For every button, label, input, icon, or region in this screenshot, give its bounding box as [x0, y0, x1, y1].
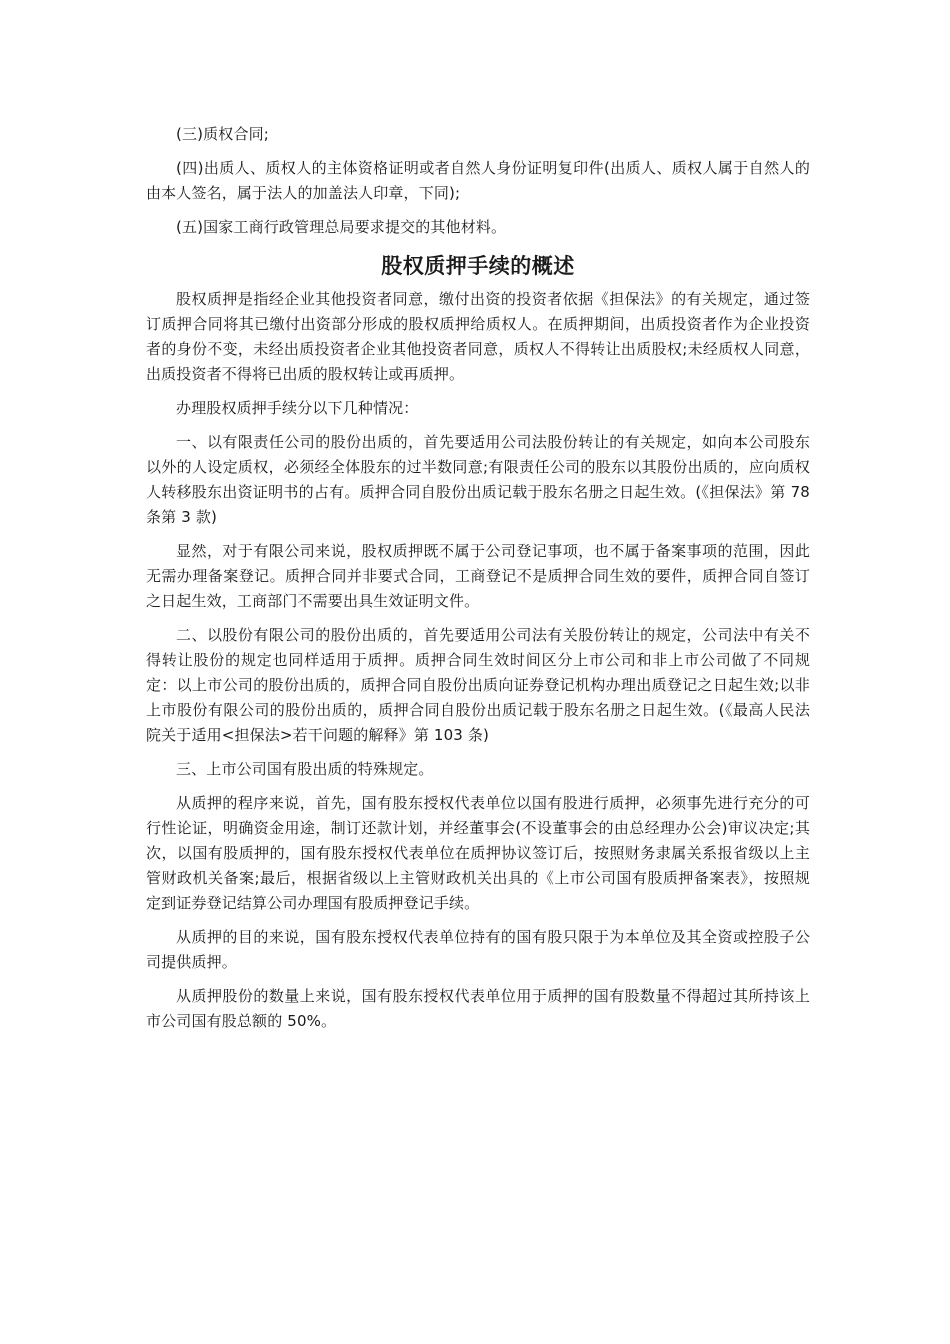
paragraph-case-3: 三、上市公司国有股出质的特殊规定。: [176, 760, 434, 778]
paragraph-definition: 股权质押是指经企业其他投资者同意，缴付出资的投资者依据《担保法》的有关规定，通过签订质押合同将其已缴付出资部分形成的股权质押给质权人。在质押期间，出质投资者作为企业投资者的身份不变，未经出质投资者企业其他投资者同意，质权人不得转让出质股权;未经质权人同意，出质投资者不得将已出质的股权转让或再质押。: [146, 290, 810, 383]
intro-item-3: (三)质权合同;: [176, 125, 269, 143]
paragraph-case-1: 一、以有限责任公司的股份出质的，首先要适用公司法股份转让的有关规定，如向本公司股东以外的人设定质权，必须经全体股东的过半数同意;有限责任公司的股东以其股份出质的，应向质权人转移股东出资证明书的占有。质押合同自股份出质记载于股东名册之日起生效。(《担保法》第 78 条第 3 款): [146, 433, 810, 526]
intro-item-4: (四)出质人、质权人的主体资格证明或者自然人身份证明复印件(出质人、质权人属于自然人的由本人签名，属于法人的加盖法人印章，下同);: [146, 159, 810, 202]
paragraph-procedure: 从质押的程序来说，首先，国有股东授权代表单位以国有股进行质押，必须事先进行充分的可行性论证，明确资金用途，制订还款计划，并经董事会(不设董事会的由总经理办公会)审议决定;其次，以国有股质押的，国有股东授权代表单位在质押协议签订后，按照财务隶属关系报省级以上主管财政机关备案;最后，根据省级以上主管财政机关出具的《上市公司国有股质押备案表》，按照规定到证券登记结算公司办理国有股质押登记手续。: [146, 794, 810, 912]
paragraph-purpose: 从质押的目的来说，国有股东授权代表单位持有的国有股只限于为本单位及其全资或控股子公司提供质押。: [146, 928, 810, 971]
paragraph-case-2: 二、以股份有限公司的股份出质的，首先要适用公司法有关股份转让的规定，公司法中有关不得转让股份的规定也同样适用于质押。质押合同生效时间区分上市公司和非上市公司做了不同规定：以上市公司的股份出质的，质押合同自股份出质向证券登记机构办理出质登记之日起生效;以非上市股份有限公司的股份出质的，质押合同自股份出质记载于股东名册之日起生效。(《最高人民法院关于适用<担保法>若干问题的解释》第 103 条): [146, 626, 810, 744]
intro-item-5: (五)国家工商行政管理总局要求提交的其他材料。: [176, 218, 507, 236]
paragraph-quantity: 从质押股份的数量上来说，国有股东授权代表单位用于质押的国有股数量不得超过其所持该上市公司国有股总额的 50%。: [146, 987, 810, 1030]
document-page: [146, 122, 810, 1043]
section-title: 股权质押手续的概述: [381, 254, 575, 278]
paragraph-case-1-note: 显然，对于有限公司来说，股权质押既不属于公司登记事项，也不属于备案事项的范围，因此无需办理备案登记。质押合同并非要式合同，工商登记不是质押合同生效的要件，质押合同自签订之日起生效，工商部门不需要出具生效证明文件。: [146, 542, 810, 610]
paragraph-cases-intro: 办理股权质押手续分以下几种情况：: [176, 399, 419, 417]
